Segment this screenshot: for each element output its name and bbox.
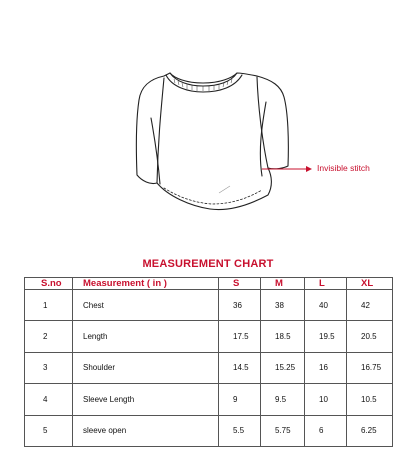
- cell-sno: 4: [25, 384, 73, 415]
- table-row: [25, 352, 393, 383]
- cell-s: 36: [219, 290, 261, 321]
- cell-m: 18.5: [261, 321, 305, 352]
- header-size-l: L: [305, 278, 347, 290]
- table-row: [25, 321, 393, 352]
- cell-measurement: Shoulder: [73, 352, 219, 383]
- cell-s: 9: [219, 384, 261, 415]
- cell-measurement: Length: [73, 321, 219, 352]
- cell-l: 16: [305, 352, 347, 383]
- measurement-table: [24, 277, 393, 447]
- cell-s: 5.5: [219, 415, 261, 446]
- cell-xl: 6.25: [347, 415, 393, 446]
- cell-sno: 2: [25, 321, 73, 352]
- cell-s: 17.5: [219, 321, 261, 352]
- table-row: [25, 415, 393, 446]
- cell-s: 14.5: [219, 352, 261, 383]
- cell-xl: 10.5: [347, 384, 393, 415]
- cell-xl: 20.5: [347, 321, 393, 352]
- table-row: [25, 290, 393, 321]
- cell-measurement: Sleeve Length: [73, 384, 219, 415]
- cell-sno: 1: [25, 290, 73, 321]
- cell-m: 15.25: [261, 352, 305, 383]
- hem-label-mark: [219, 186, 230, 193]
- cell-m: 5.75: [261, 415, 305, 446]
- cell-sno: 5: [25, 415, 73, 446]
- cell-measurement: Chest: [73, 290, 219, 321]
- cell-measurement: sleeve open: [73, 415, 219, 446]
- cell-l: 6: [305, 415, 347, 446]
- cell-m: 9.5: [261, 384, 305, 415]
- garment-hem-stitch: [164, 188, 262, 204]
- header-size-m: M: [261, 278, 305, 290]
- measurement-chart-title: MEASUREMENT CHART: [142, 258, 274, 270]
- cell-sno: 3: [25, 352, 73, 383]
- header-measurement: Measurement ( in ): [73, 278, 219, 290]
- cell-l: 10: [305, 384, 347, 415]
- cell-xl: 16.75: [347, 352, 393, 383]
- table-header-row: [25, 278, 393, 290]
- cell-l: 40: [305, 290, 347, 321]
- header-sno: S.no: [25, 278, 73, 290]
- header-size-xl: XL: [347, 278, 393, 290]
- table-row: [25, 384, 393, 415]
- header-size-s: S: [219, 278, 261, 290]
- cell-m: 38: [261, 290, 305, 321]
- cell-xl: 42: [347, 290, 393, 321]
- cell-l: 19.5: [305, 321, 347, 352]
- invisible-stitch-label: Invisible stitch: [317, 163, 370, 173]
